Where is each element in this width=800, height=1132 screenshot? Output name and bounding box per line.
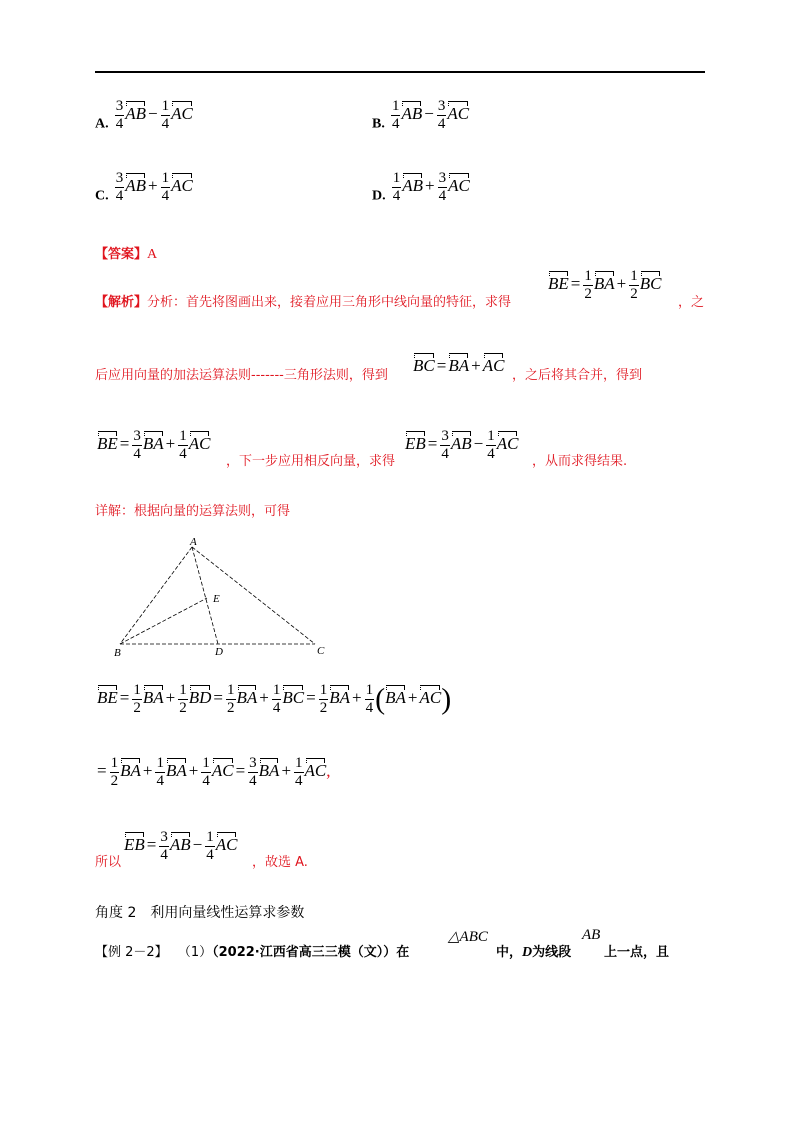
segment-ab: AB <box>582 927 601 943</box>
label-d: D <box>215 646 223 658</box>
header-rule <box>95 71 705 73</box>
formula-eb: EB = $\frac{3}{4}$ AB − $\frac{1}{4}$ AC <box>405 428 519 462</box>
label-b: B <box>114 647 121 659</box>
derivation-line-2: = $\frac{1}{2}$ BA + $\frac{1}{4}$ BA + $\frac{1}{4}$ AC = $\frac{3}{4}$ BA + $\frac{1}{4}$ AC, <box>97 755 331 789</box>
option-expression: $\frac{1}{4}$ AB − $\frac{3}{4}$ AC <box>391 98 470 132</box>
answer-value: A <box>147 247 158 262</box>
formula-be-half: BE = $\frac{1}{2}$ BA + $\frac{1}{2}$ BC <box>548 268 662 302</box>
formula-be-quarter: BE = $\frac{3}{4}$ BA + $\frac{1}{4}$ AC <box>97 428 211 462</box>
label-c: C <box>317 645 325 657</box>
answer-label: 【答案】 <box>95 247 148 262</box>
option-letter: D. <box>372 188 386 204</box>
analysis-text-1: 分析：首先将图画出来，接着应用三角形中线向量的特征，求得 <box>147 295 512 310</box>
example-number: （1） <box>177 945 213 960</box>
example-source: （2022·江西省高三三模（文））在 <box>212 945 410 960</box>
section-title: 角度 2 利用向量线性运算求参数 <box>95 905 305 921</box>
conclusion-prefix: 所以 <box>95 855 122 870</box>
example-mid2-text: 为线段 <box>532 945 572 960</box>
option-expression: $\frac{3}{4}$ AB + $\frac{1}{4}$ AC <box>115 170 193 204</box>
example-end: 上一点，且 <box>604 945 670 960</box>
side-ac <box>192 547 315 644</box>
detail-text: 详解：根据向量的运算法则，可得 <box>95 504 291 519</box>
option-d[interactable] <box>372 170 470 205</box>
example-label: 【例 2－2】 <box>95 945 168 960</box>
option-letter: B. <box>372 116 385 132</box>
option-letter: C. <box>95 188 109 204</box>
triangle-figure <box>110 535 340 660</box>
example-middle <box>496 941 571 961</box>
option-expression: $\frac{1}{4}$ AB + $\frac{3}{4}$ AC <box>392 170 470 204</box>
conclusion-suffix: ，故选 A. <box>252 855 308 870</box>
point-d: D <box>522 945 533 960</box>
analysis-label: 【解析】 <box>95 295 148 310</box>
derivation-line-1: BE = $\frac{1}{2}$ BA + $\frac{1}{2}$ BD = $\frac{1}{2}$ BA + $\frac{1}{4}$ BC = $\frac{1}{2}$ BA + $\frac{1}{4}$ (BA + AC) <box>97 682 452 716</box>
answer-line <box>95 243 157 263</box>
triangle-abc: △ABC <box>448 929 488 945</box>
segment-be <box>120 598 207 644</box>
option-a[interactable] <box>95 98 193 133</box>
example-line-start <box>95 941 409 960</box>
formula-bc: BC = BA + AC <box>413 356 505 375</box>
label-e: E <box>213 593 220 605</box>
analysis-text-3-end: ，从而求得结果. <box>532 454 628 469</box>
analysis-text-1-end: ，之 <box>678 295 705 310</box>
example-mid-text: 中， <box>496 945 523 960</box>
analysis-text-3-mid: ，下一步应用相反向量，求得 <box>226 454 396 469</box>
side-ab <box>120 547 192 644</box>
analysis-text-2-end: ，之后将其合并，得到 <box>512 368 643 383</box>
option-c[interactable] <box>95 170 193 205</box>
formula-eb-final: EB = $\frac{3}{4}$ AB − $\frac{1}{4}$ AC <box>124 829 238 863</box>
option-b[interactable] <box>372 98 469 133</box>
option-letter: A. <box>95 116 109 132</box>
option-expression: $\frac{3}{4}$ AB − $\frac{1}{4}$ AC <box>115 98 193 132</box>
analysis-label-line <box>95 291 511 310</box>
analysis-text-2: 后应用向量的加法运算法则-------三角形法则，得到 <box>95 368 388 383</box>
label-a: A <box>190 536 197 548</box>
